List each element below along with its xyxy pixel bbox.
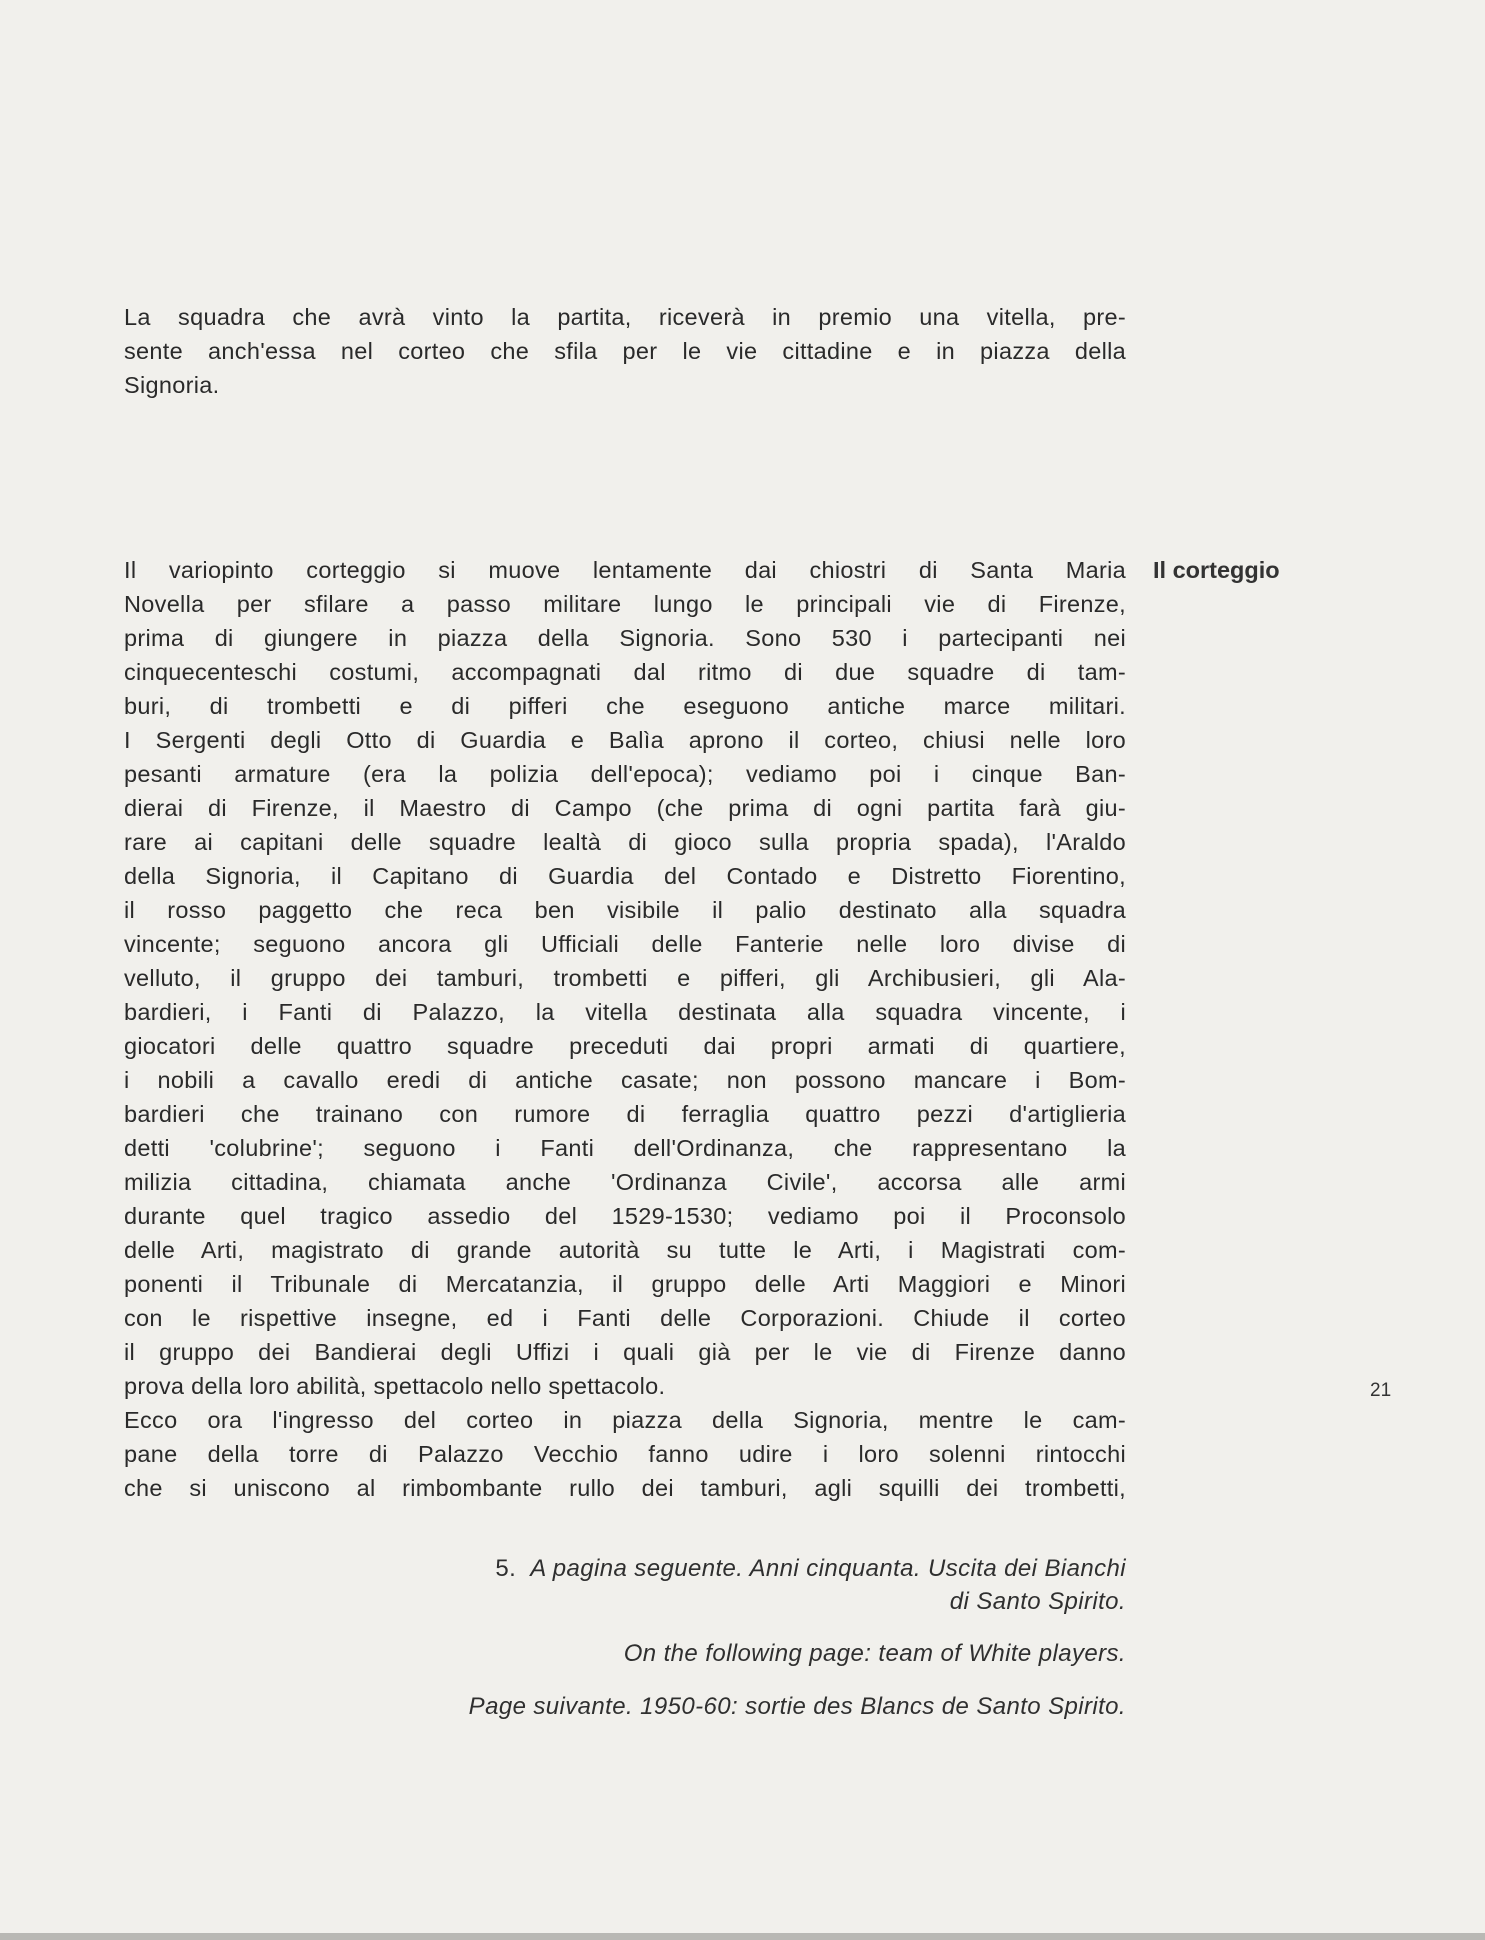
text-line: buri, di trombetti e di pifferi che eseguono antiche marce militari.	[124, 693, 1126, 719]
text-line: Ecco ora l'ingresso del corteo in piazza della Signoria, mentre le cam-	[124, 1407, 1126, 1433]
text-line: Signoria.	[124, 372, 220, 398]
text-line: I Sergenti degli Otto di Guardia e Balìa aprono il corteo, chiusi nelle loro	[124, 727, 1126, 753]
text-line: che si uniscono al rimbombante rullo dei tamburi, agli squilli dei trombetti,	[124, 1475, 1126, 1501]
text-line: vincente; seguono ancora gli Ufficiali delle Fanterie nelle loro divise di	[124, 931, 1126, 957]
text-line: Novella per sfilare a passo militare lungo le principali vie di Firenze,	[124, 591, 1126, 617]
text-line: ponenti il Tribunale di Mercatanzia, il gruppo delle Arti Maggiori e Minori	[124, 1271, 1126, 1297]
text-line: cinquecenteschi costumi, accompagnati dal ritmo di due squadre di tam-	[124, 659, 1126, 685]
page-number: 21	[1370, 1380, 1392, 1401]
caption-english: On the following page: team of White players.	[623, 1640, 1126, 1667]
text-line: i nobili a cavallo eredi di antiche casate; non possono mancare i Bom-	[124, 1067, 1126, 1093]
text-line: rare ai capitani delle squadre lealtà di gioco sulla propria spada), l'Araldo	[124, 829, 1126, 855]
text-line: delle Arti, magistrato di grande autorità su tutte le Arti, i Magistrati com-	[124, 1237, 1126, 1263]
text-line: bardieri, i Fanti di Palazzo, la vitella destinata alla squadra vincente, i	[124, 999, 1126, 1025]
text-line: con le rispettive insegne, ed i Fanti delle Corporazioni. Chiude il corteo	[124, 1305, 1126, 1331]
text-line: La squadra che avrà vinto la partita, riceverà in premio una vitella, pre-	[124, 304, 1126, 330]
caption-number: 5.	[495, 1555, 517, 1582]
paragraph-prize	[124, 300, 1126, 402]
text-line: velluto, il gruppo dei tamburi, trombetti e pifferi, gli Archibusieri, gli Ala-	[124, 965, 1126, 991]
text-line: Il variopinto corteggio si muove lentamente dai chiostri di Santa Maria	[124, 557, 1126, 583]
text-line: il rosso paggetto che reca ben visibile il palio destinato alla squadra	[124, 897, 1126, 923]
text-line: della Signoria, il Capitano di Guardia del Contado e Distretto Fiorentino,	[124, 863, 1126, 889]
text-line: detti 'colubrine'; seguono i Fanti dell'Ordinanza, che rappresentano la	[124, 1135, 1126, 1161]
text-line: il gruppo dei Bandierai degli Uffizi i quali già per le vie di Firenze danno	[124, 1339, 1126, 1365]
text-line: giocatori delle quattro squadre preceduti dai propri armati di quartiere,	[124, 1033, 1126, 1059]
caption-italian-text: A pagina seguente. Anni cinquanta. Uscita dei Bianchi	[530, 1555, 1126, 1582]
text-line: pesanti armature (era la polizia dell'epoca); vediamo poi i cinque Ban-	[124, 761, 1126, 787]
paragraph-procession	[124, 553, 1126, 1505]
text-line: dierai di Firenze, il Maestro di Campo (che prima di ogni partita farà giu-	[124, 795, 1126, 821]
caption-french: Page suivante. 1950-60: sortie des Blancs de Santo Spirito.	[468, 1693, 1126, 1720]
text-line: bardieri che trainano con rumore di ferraglia quattro pezzi d'artiglieria	[124, 1101, 1126, 1127]
text-line: prova della loro abilità, spettacolo nello spettacolo.	[124, 1373, 666, 1399]
text-line: durante quel tragico assedio del 1529-1530; vediamo poi il Proconsolo	[124, 1203, 1126, 1229]
caption-italian-line2: di Santo Spirito.	[949, 1588, 1126, 1615]
text-line: pane della torre di Palazzo Vecchio fanno udire i loro solenni rintocchi	[124, 1441, 1126, 1467]
scan-edge	[0, 1933, 1485, 1940]
text-line: prima di giungere in piazza della Signoria. Sono 530 i partecipanti nei	[124, 625, 1126, 651]
section-heading: Il corteggio	[1153, 557, 1280, 583]
caption-italian-line1	[495, 1555, 1126, 1583]
text-line: milizia cittadina, chiamata anche 'Ordinanza Civile', accorsa alle armi	[124, 1169, 1126, 1195]
text-line: sente anch'essa nel corteo che sfila per le vie cittadine e in piazza della	[124, 338, 1126, 364]
